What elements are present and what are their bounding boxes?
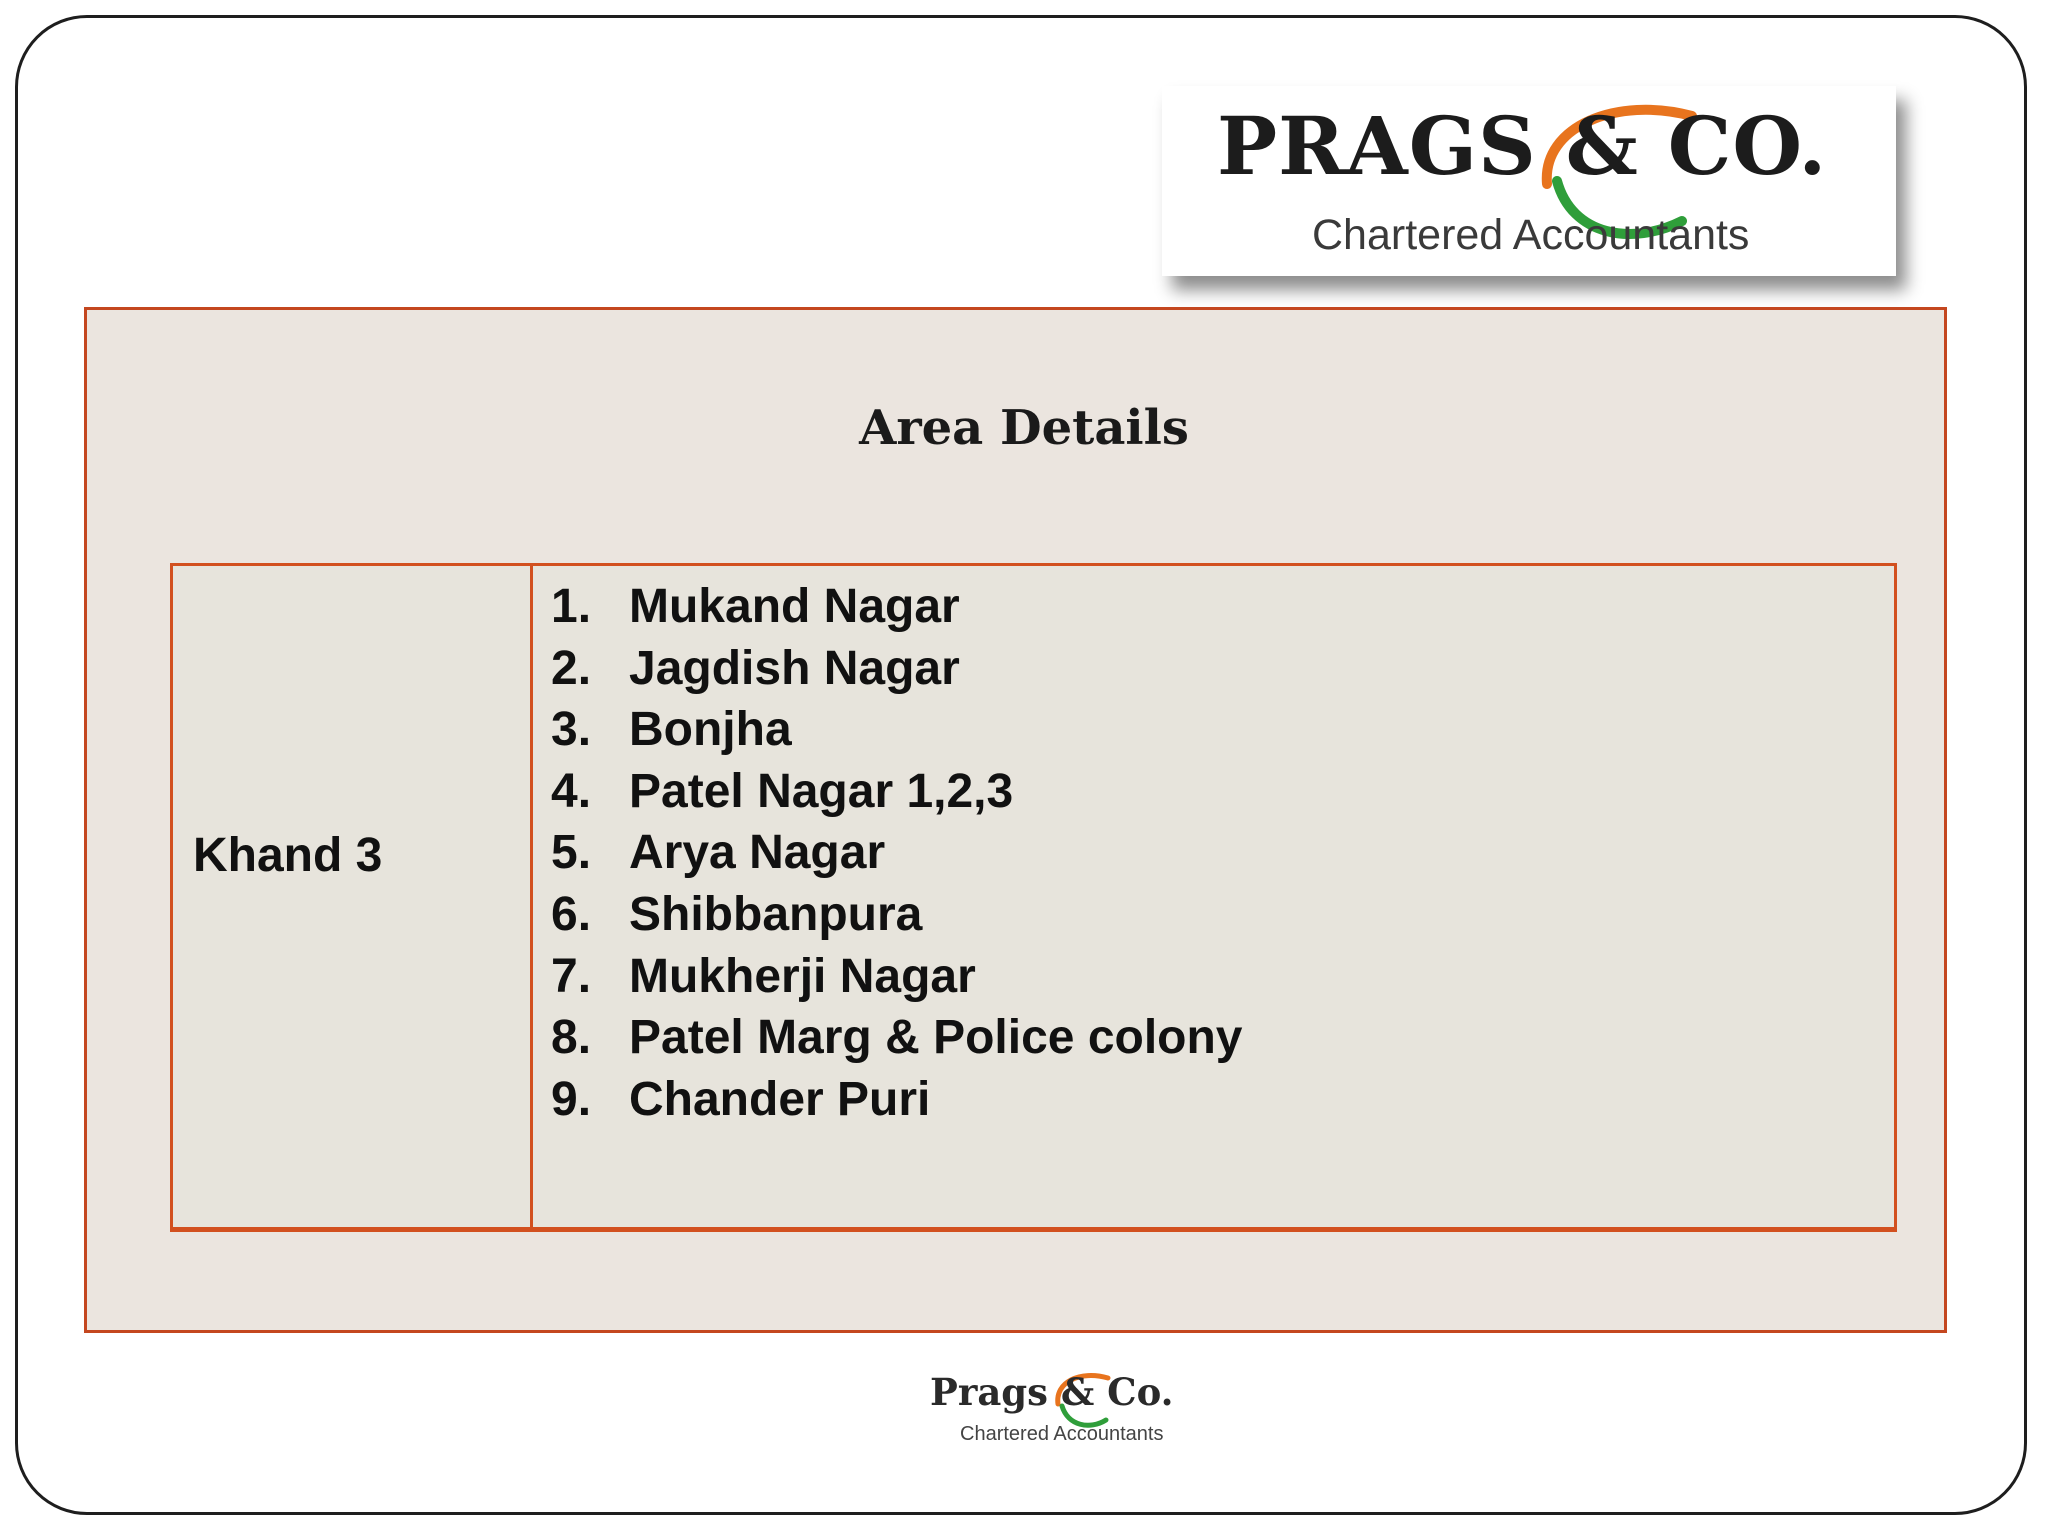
area-name: Jagdish Nagar <box>629 641 960 695</box>
zone-cell: Khand 3 <box>193 829 383 882</box>
area-name: Arya Nagar <box>629 826 886 880</box>
list-item <box>551 1007 1243 1069</box>
list-number: 3. <box>551 703 592 757</box>
area-name: Patel Marg & Police colony <box>629 1011 1243 1065</box>
list-item <box>551 761 1243 823</box>
list-item <box>551 822 1243 884</box>
area-name: Mukherji Nagar <box>629 949 976 1003</box>
area-name: Chander Puri <box>629 1072 931 1126</box>
area-table <box>170 563 1897 1232</box>
list-number: 9. <box>551 1072 592 1126</box>
list-item <box>551 638 1243 700</box>
footer-logo <box>930 1360 1180 1450</box>
list-number: 8. <box>551 1011 592 1065</box>
list-item <box>551 884 1243 946</box>
list-item <box>551 576 1243 638</box>
footer-tagline: Chartered Accountants <box>960 1423 1164 1445</box>
list-item <box>551 946 1243 1008</box>
area-name: Patel Nagar 1,2,3 <box>629 764 1014 818</box>
list-item <box>551 1069 1243 1131</box>
logo-tagline: Chartered Accountants <box>1312 211 1750 259</box>
list-number: 5. <box>551 826 592 880</box>
list-number: 6. <box>551 887 592 941</box>
list-number: 1. <box>551 580 592 633</box>
company-logo <box>1162 86 1896 276</box>
slide-title: Area Details <box>859 400 1189 456</box>
list-number: 4. <box>551 764 592 818</box>
area-name: Mukand Nagar <box>629 580 960 633</box>
column-divider <box>530 566 533 1227</box>
logo-name: PRAGS & CO. <box>1217 99 1828 193</box>
area-list <box>551 576 1243 1130</box>
area-name: Bonjha <box>629 703 792 757</box>
footer-name: Prags & Co. <box>930 1370 1174 1414</box>
list-number: 7. <box>551 949 592 1003</box>
list-number: 2. <box>551 641 592 695</box>
list-item <box>551 699 1243 761</box>
area-name: Shibbanpura <box>629 887 923 941</box>
